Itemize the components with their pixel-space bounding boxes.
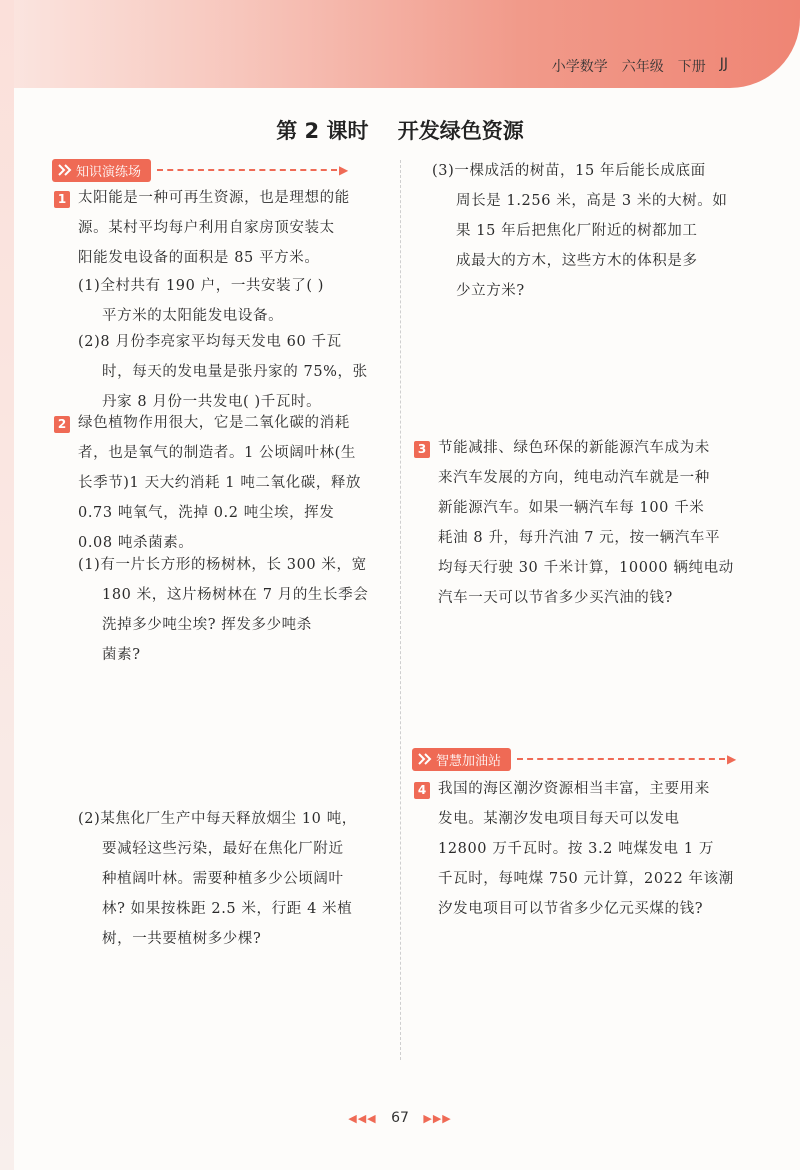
page-number: 67 bbox=[391, 1110, 409, 1126]
text-line: 成最大的方木，这些方木的体积是多 bbox=[456, 253, 698, 269]
page-footer bbox=[0, 1110, 800, 1126]
column-divider bbox=[400, 160, 401, 1060]
double-chevron-icon bbox=[418, 753, 432, 765]
q1-part1 bbox=[78, 271, 388, 331]
edition-label: JJ bbox=[719, 56, 728, 72]
text-line: 12800 万千瓦时。按 3.2 吨煤发电 1 万 bbox=[438, 841, 714, 857]
section-tag-practice bbox=[52, 159, 348, 181]
grade-label: 六年级 bbox=[621, 59, 664, 75]
text-line: 种植阔叶林。需要种植多少公顷阔叶 bbox=[102, 871, 344, 887]
q1-stem bbox=[78, 183, 388, 273]
text-line: 果 15 年后把焦化厂附近的树都加工 bbox=[456, 223, 698, 239]
text-line: 阳能发电设备的面积是 85 平方米。 bbox=[78, 250, 320, 266]
text-line: 汽车一天可以节省多少买汽油的钱? bbox=[438, 590, 673, 606]
text-line: 节能减排、绿色环保的新能源汽车成为未 bbox=[438, 440, 710, 456]
arrow-right-icon: ▶ bbox=[339, 163, 349, 177]
text-line: 千瓦时，每吨煤 750 元计算，2022 年该潮 bbox=[438, 871, 734, 887]
lesson-number: 第 2 课时 bbox=[276, 119, 369, 143]
text-line: 源。某村平均每户利用自家房顶安装太 bbox=[78, 220, 335, 236]
arrow-right-icon: ▶ bbox=[727, 752, 737, 766]
question-number-2: 2 bbox=[54, 416, 70, 433]
text-line: 少立方米? bbox=[456, 283, 525, 299]
text-line: 来汽车发展的方向，纯电动汽车就是一种 bbox=[438, 470, 710, 486]
section-tag-challenge bbox=[412, 748, 736, 770]
text-line: 平方米的太阳能发电设备。 bbox=[102, 308, 284, 324]
q2-stem bbox=[78, 408, 388, 558]
text-line: 我国的海区潮汐资源相当丰富，主要用来 bbox=[438, 781, 710, 797]
text-line: 发电。某潮汐发电项目每天可以发电 bbox=[438, 811, 680, 827]
q2-part3 bbox=[432, 156, 762, 306]
text-line: 汐发电项目可以节省多少亿元买煤的钱? bbox=[438, 901, 704, 917]
text-line: 180 米，这片杨树林在 7 月的生长季会 bbox=[102, 587, 369, 603]
q2-part2 bbox=[78, 804, 388, 954]
text-line: (2)8 月份李亮家平均每天发电 60 千瓦 bbox=[78, 334, 342, 350]
section-dash-line bbox=[157, 169, 337, 171]
text-line: 丹家 8 月份一共发电( )千瓦时。 bbox=[102, 394, 322, 410]
text-line: 0.73 吨氧气，洗掉 0.2 吨尘埃，挥发 bbox=[78, 505, 335, 521]
right-arrows-icon: ▶▶▶ bbox=[423, 1112, 452, 1125]
section-dash-line bbox=[517, 758, 725, 760]
section-title: 知识演练场 bbox=[76, 164, 142, 180]
double-chevron-icon bbox=[58, 164, 72, 176]
text-line: 时，每天的发电量是张丹家的 75%，张 bbox=[102, 364, 368, 380]
lesson-title bbox=[0, 115, 800, 145]
question-number-3: 3 bbox=[414, 441, 430, 458]
page-edge-strip bbox=[0, 0, 14, 1170]
question-number-1: 1 bbox=[54, 191, 70, 208]
section-badge bbox=[52, 159, 151, 182]
text-line: (1)有一片长方形的杨树林，长 300 米，宽 bbox=[78, 557, 367, 573]
section-badge bbox=[412, 748, 511, 771]
text-line: 均每天行驶 30 千米计算，10000 辆纯电动 bbox=[438, 560, 734, 576]
text-line: 周长是 1.256 米，高是 3 米的大树。如 bbox=[456, 193, 728, 209]
text-line: 新能源汽车。如果一辆汽车每 100 千米 bbox=[438, 500, 705, 516]
section-title: 智慧加油站 bbox=[436, 753, 502, 769]
text-line: 0.08 吨杀菌素。 bbox=[78, 535, 194, 551]
left-arrows-icon: ◀◀◀ bbox=[348, 1112, 377, 1125]
text-line: 洗掉多少吨尘埃? 挥发多少吨杀 bbox=[102, 617, 312, 633]
book-info bbox=[552, 56, 728, 76]
q1-part2 bbox=[78, 327, 388, 417]
text-line: 绿色植物作用很大，它是二氧化碳的消耗 bbox=[78, 415, 350, 431]
text-line: (3)一棵成活的树苗，15 年后能长成底面 bbox=[432, 163, 706, 179]
text-line: (1)全村共有 190 户，一共安装了( ) bbox=[78, 278, 325, 294]
subject-label: 小学数学 bbox=[551, 59, 608, 75]
text-line: 要减轻这些污染，最好在焦化厂附近 bbox=[102, 841, 344, 857]
text-line: 树，一共要植树多少棵? bbox=[102, 931, 262, 947]
text-line: 林? 如果按株距 2.5 米，行距 4 米植 bbox=[102, 901, 353, 917]
lesson-name: 开发绿色资源 bbox=[397, 119, 524, 143]
question-number-4: 4 bbox=[414, 782, 430, 799]
q2-part1 bbox=[78, 550, 388, 670]
text-line: 者，也是氧气的制造者。1 公顷阔叶林(生 bbox=[78, 445, 356, 461]
volume-label: 下册 bbox=[677, 59, 706, 75]
q4-stem bbox=[438, 774, 768, 924]
text-line: (2)某焦化厂生产中每天释放烟尘 10 吨， bbox=[78, 811, 357, 827]
text-line: 耗油 8 升，每升汽油 7 元，按一辆汽车平 bbox=[438, 530, 721, 546]
text-line: 长季节)1 天大约消耗 1 吨二氧化碳，释放 bbox=[78, 475, 362, 491]
q3-stem bbox=[438, 433, 768, 613]
text-line: 菌素? bbox=[102, 647, 141, 663]
text-line: 太阳能是一种可再生资源，也是理想的能 bbox=[78, 190, 350, 206]
